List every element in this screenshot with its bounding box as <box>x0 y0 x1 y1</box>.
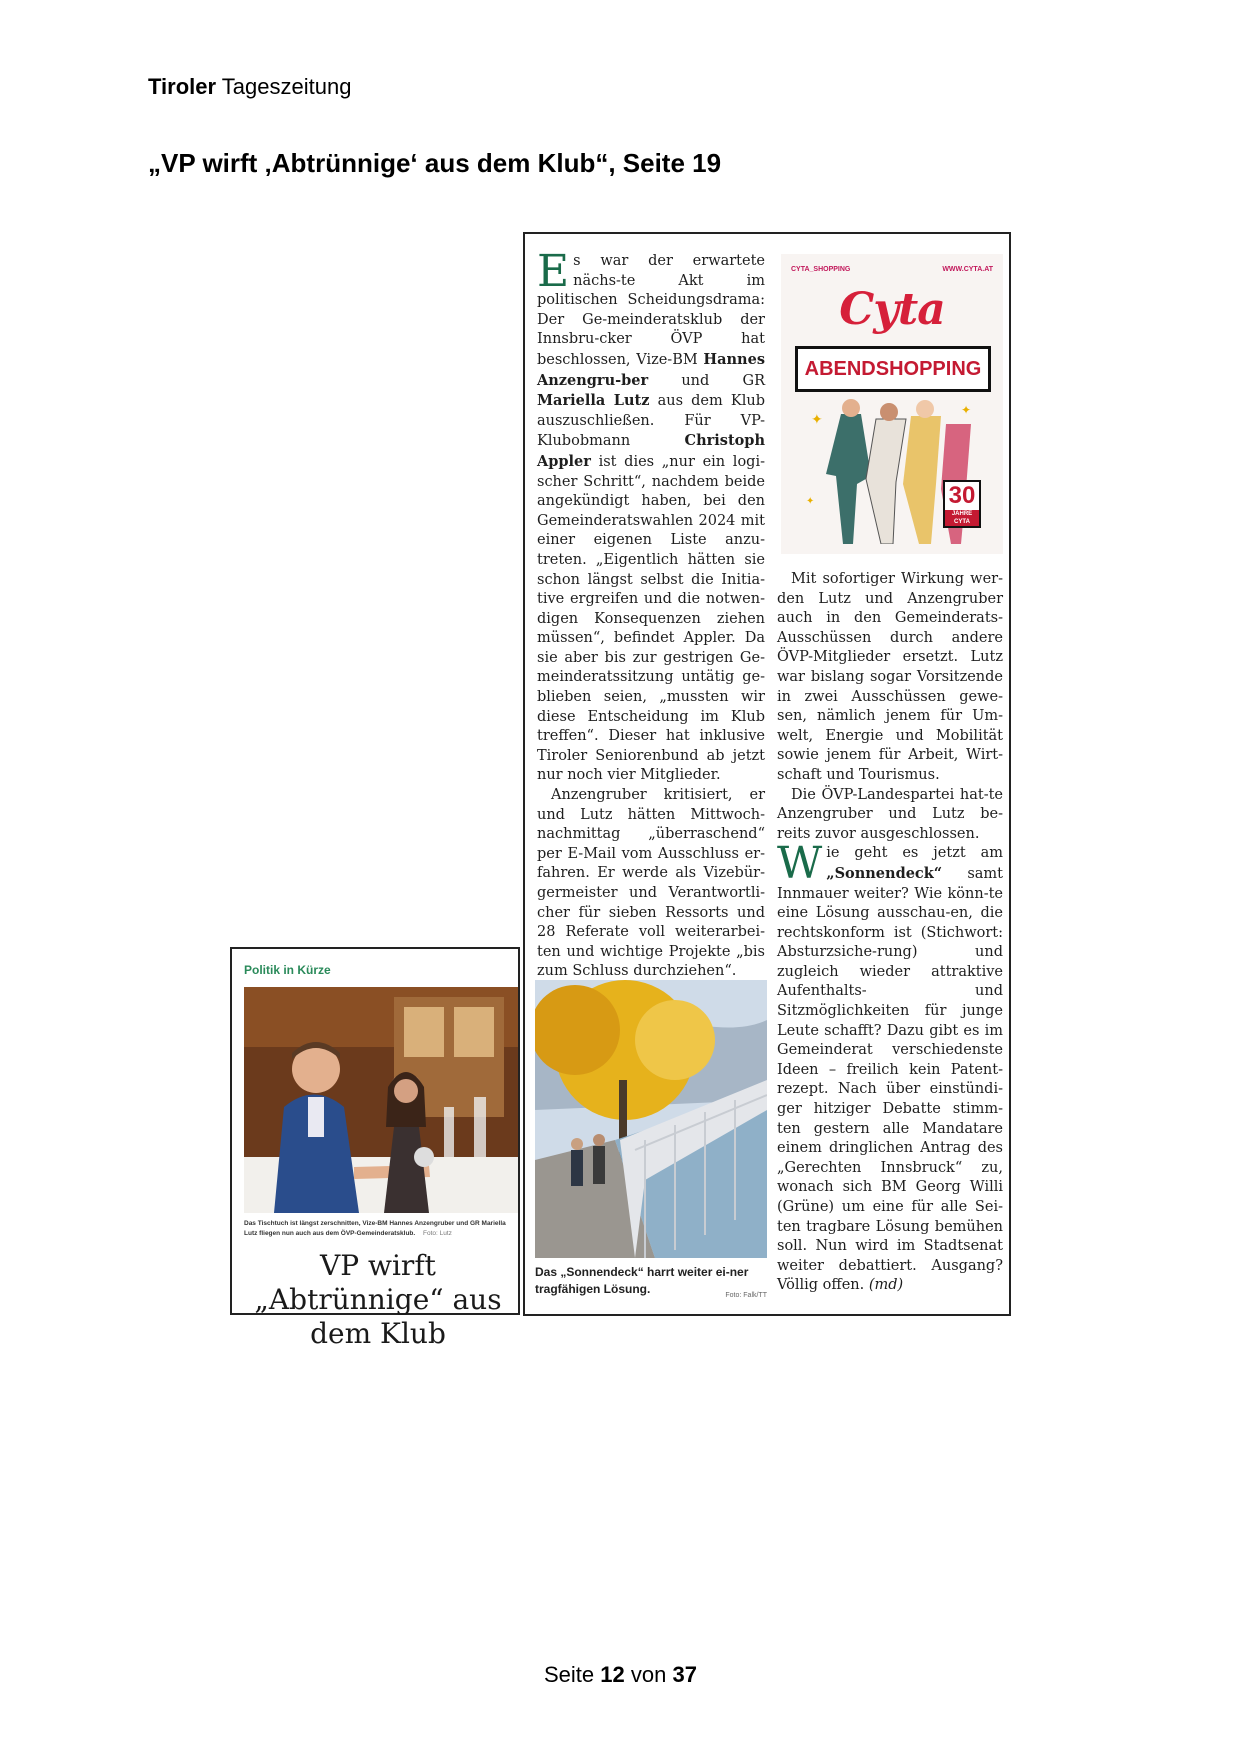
ad-url: WWW.CYTA.AT <box>942 266 993 273</box>
bold-term: „Sonnendeck“ <box>826 864 943 882</box>
sonnendeck-caption <box>535 1264 767 1304</box>
cyta-logo: Cyta <box>839 284 945 335</box>
person-name: Christoph Appler <box>537 432 765 470</box>
caption-credit: Foto: Lutz <box>423 1230 452 1237</box>
anniversary-badge <box>943 480 981 528</box>
author-signature: (md) <box>868 1277 904 1294</box>
clipping-title: VP wirft „Abtrünnige“ aus dem Klub <box>254 1249 502 1350</box>
text-run: s war der erwartete nächs-te Akt im politischen Scheidungsdrama: Der Ge-meinderatsklub der Innsbru-cker ÖVP hat beschlossen, Vize-BM <box>537 253 765 368</box>
caption-text: Das „Sonnendeck“ harrt weiter ei-ner tragfähigen Lösung. <box>535 1265 749 1296</box>
footer-mid: von <box>630 1662 667 1687</box>
text-run: aus dem Klub auszuschließen. Für VP-Klubobmann <box>537 393 765 450</box>
ad-slogan: ABENDSHOPPING <box>795 346 991 392</box>
text-run: ist dies „nur ein logi-scher Schritt“, nachdem beide angekündigt haben, bei den Gemeinderatswahlen 2024 mit einer eigenen Liste anzu-treten. „Eigentlich hätten sie schon längst selbst die Initia-tive ergreifen und die notwen-digen Konsequenzen ziehen müssen“, befindet Appler. Da sie aber bis zur gestrigen Ge-meinderatssitzung untätig ge-blieben seien, „mussten wir diese Entscheidung im Klub treffen“. Dieser hat inklusive Tiroler Seniorenbund ab jetzt nur noch vier Mitglieder. <box>537 453 765 784</box>
person-name: Hannes Anzengru-ber <box>537 350 765 389</box>
drop-cap: W <box>777 838 823 890</box>
total-pages: 37 <box>672 1662 697 1687</box>
sonnendeck-photo <box>535 980 767 1258</box>
publication-bold: Tiroler <box>148 74 217 99</box>
article-column-2 <box>777 570 1003 1296</box>
svg-text:✦: ✦ <box>806 496 815 507</box>
page-footer <box>0 1662 1241 1688</box>
caption-text: Das Tischtuch ist längst zerschnitten, Vize-BM Hannes Anzengruber und GR Mariella Lutz fliegen nun auch aus dem ÖVP-Gemeinderatsklub. <box>244 1220 506 1237</box>
instagram-handle: CYTA_SHOPPING <box>791 266 851 273</box>
caption-credit: Foto: Falk/TT <box>725 1292 767 1299</box>
text-run: samt Innmauer weiter? Wie könn-te eine Lösung ausschau-en, die rechtskonform ist (Stichwort: Absturzsiche-rung) und zugleich wieder attraktive Aufenthalts- und Sitzmöglichkeiten für junge Leute schafft? Dazu gibt es im Gemeinderat verschiedenste Ideen – freilich kein Patent-rezept. Nach über einstündi-ger hitziger Debatte stimm-ten gestern alle Mandatare einem dringlichen Antrag des „Gerechten Innsbruck“ zu, wonach sich BM Georg Willi (Grüne) um eine für alle Sei-ten tragbare Lösung bemühen soll. Nun wird im Stadtsenat weiter debattiert. Ausgang? Völlig offen. <box>777 865 1003 1294</box>
article-paragraph <box>537 246 765 786</box>
publication-name <box>148 74 351 100</box>
section-label: Politik in Kürze <box>244 963 331 977</box>
svg-text:✦: ✦ <box>811 411 823 427</box>
article-clipping <box>523 232 1011 1316</box>
svg-text:✦: ✦ <box>961 403 972 417</box>
politicians-photo <box>244 987 518 1213</box>
article-paragraph: Die ÖVP-Landespartei hat-te Anzengruber und Lutz be-reits zuvor ausgeschlossen. <box>777 786 1003 842</box>
article-paragraph <box>777 838 1003 1296</box>
anniversary-number: 30 <box>948 482 976 509</box>
drop-cap: E <box>537 246 570 297</box>
article-paragraph: Mit sofortiger Wirkung wer-den Lutz und Anzengruber auch in den Gemeinderats-Ausschüssen durch andere ÖVP-Mitglieder ersetzt. Lutz war bislang sogar Vorsitzende in zwei Ausschüssen gewe-sen, nämlich jenem für Um-welt, Energie und Mobilität sowie jenem für Arbeit, Wirt-schaft und Tourismus. <box>777 571 1003 783</box>
publication-rest: Tageszeitung <box>221 74 352 99</box>
text-run: ie geht es jetzt am <box>826 845 1003 862</box>
left-clipping <box>230 947 520 1350</box>
text-run: und GR <box>648 372 765 389</box>
ad-header <box>791 266 993 273</box>
anniversary-text: JAHRE CYTA <box>945 510 979 526</box>
cyta-advertisement <box>781 254 1003 554</box>
page-headline: „VP wirft ‚Abtrünnige‘ aus dem Klub“, Seite 19 <box>148 148 722 178</box>
footer-prefix: Seite <box>544 1662 595 1687</box>
current-page: 12 <box>600 1662 625 1687</box>
photo-caption <box>244 1219 512 1239</box>
article-paragraph: Anzengruber kritisiert, er und Lutz hätten Mittwoch-nachmittag „überraschend“ per E-Mail vom Ausschluss er-fahren. Er werde als Vizebür-germeister und Verantwortli-cher für sieben Ressorts und 28 Referate voll weiterarbei-ten und wichtige Projekte „bis zum Schluss durchziehen“. <box>537 787 765 980</box>
person-name: Mariella Lutz <box>537 392 650 410</box>
article-column-1 <box>537 246 765 982</box>
